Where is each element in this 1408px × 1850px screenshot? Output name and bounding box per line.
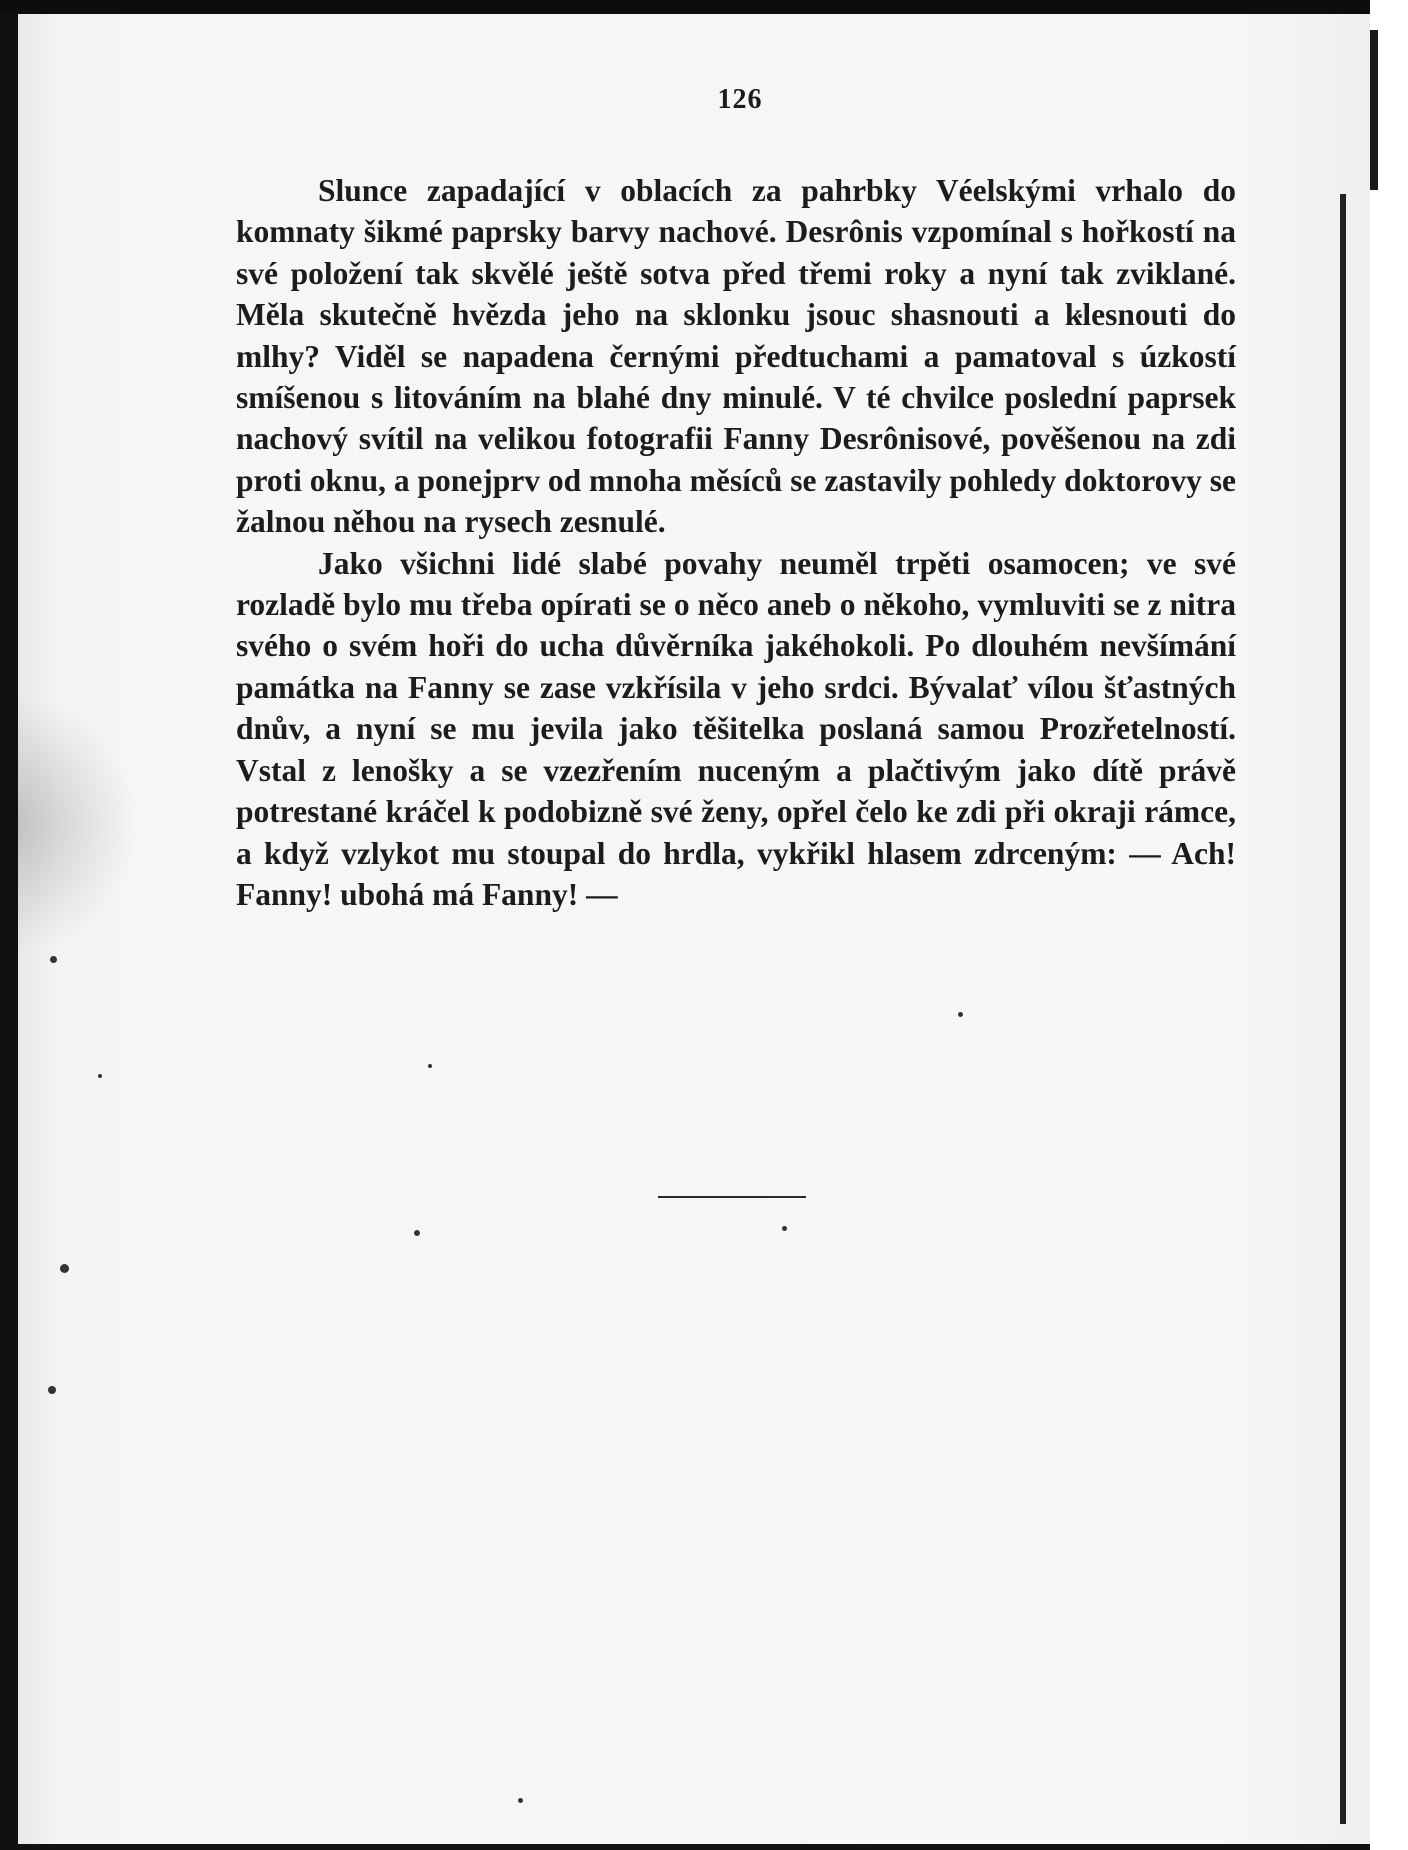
scan-right-border	[1370, 0, 1408, 1850]
page-number: 126	[717, 84, 763, 115]
print-speck	[518, 1798, 523, 1803]
page-edge-shadow	[18, 694, 138, 954]
body-text	[236, 170, 1236, 915]
print-speck	[782, 1226, 787, 1231]
scan-top-border	[0, 0, 1408, 14]
print-speck	[98, 1074, 102, 1078]
print-speck	[48, 1386, 56, 1394]
page-right-binding-line	[1340, 194, 1346, 1824]
print-speck	[958, 1012, 963, 1017]
paragraph: Slunce zapadající v oblacích za pahrbky Véelskými vrhalo do komnaty šikmé paprsky barvy nachové. Desrônis vzpomínal s hořkostí na své položení tak skvělé ještě sotva před třemi roky a nyní tak zviklané. Měla skutečně hvězda jeho na sklonku jsouc shasnouti a klesnouti do mlhy? Viděl se napadena černými předtuchami a pamatoval s úzkostí smíšenou s litováním na blahé dny minulé. V té chvilce poslední paprsek nachový svítil na velikou fotografii Fanny Desrônisové, pověšenou na zdi proti oknu, a ponejprv od mnoha měsíců se zastavily pohledy doktorovy se žalnou něhou na rysech zesnulé.	[236, 173, 1236, 540]
print-speck	[414, 1230, 420, 1236]
paragraph: Jako všichni lidé slabé povahy neuměl trpěti osamocen; ve své rozladě bylo mu třeba opírati se o něco aneb o někoho, vymluviti se z nitra svého o svém hoři do ucha důvěrníka jakéhokoli. Po dlouhém nevšímání památka na Fanny se zase vzkřísila v jeho srdci. Bývalať vílou šťastných dnův, a nyní se mu jevila jako těšitelka poslaná samou Prozřetelností. Vstal z lenošky a se vzezřením nuceným a plačtivým jako dítě právě potrestané kráčel k podobizně své ženy, opřel čelo ke zdi při okraji rámce, a když vzlykot mu stoupal do hrdla, vykřikl hlasem zdrceným: — Ach! Fanny! ubohá má Fanny! —	[236, 545, 1236, 912]
print-speck	[428, 1064, 432, 1068]
closing-rule	[658, 1196, 806, 1198]
print-speck	[60, 1264, 69, 1273]
print-speck	[50, 956, 57, 963]
